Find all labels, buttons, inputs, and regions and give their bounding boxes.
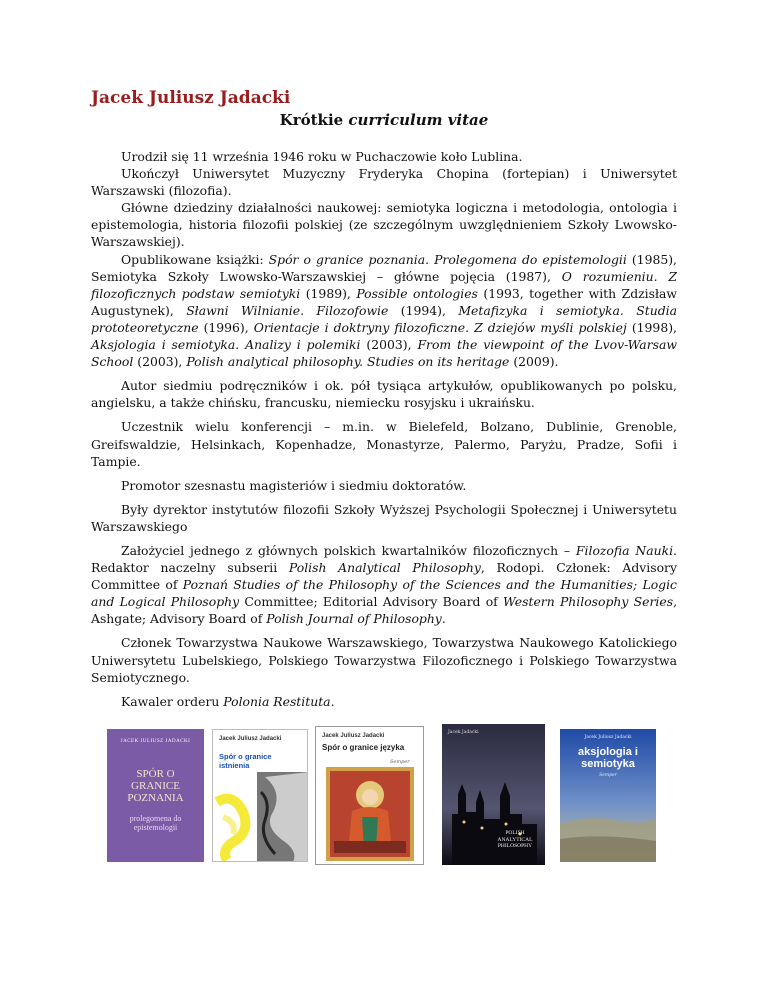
text-run: Kawaler orderu	[121, 693, 224, 709]
text-run: , Ashgate; Advisory Board of	[91, 594, 678, 627]
italic-title: Poznań Studies of the Philosophy of the Sciences and the Humanities; Logic and Logical Philosophy	[91, 577, 677, 610]
text-run: Były dyrektor instytutów filozofii Szkoły Wyższej Psychologii Społecznej i Uniwersytetu Warszawskiego	[91, 501, 677, 534]
cv-paragraph	[91, 165, 677, 199]
text-run: Opublikowane książki:	[121, 251, 269, 267]
book-cover-5	[560, 729, 656, 862]
italic-title: From the viewpoint of the Lvov-Warsaw School	[91, 337, 677, 370]
text-run: .	[330, 693, 335, 709]
italic-title: Western Philosophy Series	[503, 594, 674, 610]
text-run: Promotor szesnastu magisteriów i siedmiu doktoratów.	[121, 477, 467, 493]
cv-paragraph	[91, 693, 677, 710]
cover-1-author: JACEK JULIUSZ JADACKI	[120, 739, 191, 744]
cover-3-publisher: Semper	[390, 759, 410, 765]
italic-title: Spór o granice poznania. Prolegomena do epistemologii	[268, 251, 627, 267]
text-run: Committee; Editorial Advisory Board of	[239, 594, 504, 610]
cover-1-title: SPÓR O GRANICE POZNANIA	[127, 768, 184, 804]
text-run: Założyciel jednego z głównych polskich kwartalników filozoficznych –	[121, 542, 576, 558]
cover-2-artwork	[213, 772, 308, 862]
subtitle-prefix: Krótkie	[279, 111, 344, 129]
cv-paragraph	[91, 251, 677, 371]
document-subtitle	[0, 111, 768, 129]
text-run: Autor siedmiu podręczników i ok. pół tysiąca artykułów, opublikowanych po polsku, angielsku, a także chińsku, francusku, niemiecku rosyjsku i ukraińsku.	[91, 378, 677, 411]
cv-paragraph	[91, 148, 677, 165]
cover-3-artwork	[326, 767, 414, 861]
cover-1-subtitle: prolegomena do epistemologii	[129, 814, 182, 832]
text-run: Członek Towarzystwa Naukowe Warszawskiego, Towarzystwa Naukowego Katolickiego Uniwersytetu Lubelskiego, Polskiego Towarzystwa Filozoficznego i Polskiego Towarzystwa Semiotycznego.	[91, 635, 677, 685]
italic-title: Sławni Wilnianie. Filozofowie	[186, 302, 389, 318]
text-run: Urodził się 11 września 1946 roku w Puchaczowie koło Lublina.	[121, 149, 523, 164]
italic-title: Polish analytical philosophy. Studies on its heritage	[186, 354, 510, 370]
subtitle-italic: curriculum vitae	[348, 111, 489, 129]
cv-paragraph	[91, 199, 677, 250]
book-cover-1	[107, 729, 204, 862]
italic-title: Orientacje i doktryny filozoficzne. Z dziejów myśli polskiej	[253, 319, 627, 335]
author-name: Jacek Juliusz Jadacki	[91, 88, 291, 108]
book-covers	[0, 726, 768, 866]
text-run: Główne dziedziny działalności naukowej: semiotyka logiczna i metodologia, ontologia i epistemologia, historia filozofii polskiej (ze szczególnym uwzględnieniem Szkoły Lwowsko-Warszawskiej).	[91, 200, 677, 250]
cv-paragraph	[91, 634, 677, 685]
text-run: (1994),	[388, 302, 459, 318]
italic-title: Polonia Restituta	[223, 693, 331, 709]
italic-title: O rozumieniu. Z filozoficznych podstaw semiotyki	[91, 268, 678, 301]
cv-paragraph	[91, 377, 677, 411]
cover-5-author: Jacek Juliusz Jadacki	[584, 735, 632, 740]
cover-3-title: Spór o granice języka	[322, 743, 405, 752]
book-cover-3	[315, 726, 424, 865]
cv-body	[91, 148, 677, 710]
italic-title: Metafizyka i semiotyka. Studia prototeoretyczne	[91, 302, 677, 335]
italic-title: Polish Journal of Philosophy	[266, 611, 442, 627]
book-cover-4	[442, 724, 545, 865]
text-run: . Redaktor naczelny subserii	[91, 542, 677, 576]
text-run: (2009).	[509, 354, 559, 370]
text-run: (1993, together with Zdzisław Augustynek),	[91, 285, 677, 318]
cv-paragraph	[91, 501, 677, 535]
cv-paragraph	[91, 542, 677, 627]
text-run: (1989),	[300, 285, 357, 301]
cover-2-title: Spór o granice istnienia	[219, 752, 272, 770]
italic-title: Possible ontologies	[356, 285, 478, 301]
cover-2-author: Jacek Juliusz Jadacki	[219, 736, 282, 742]
cover-4-author: Jacek Jadacki	[448, 730, 479, 735]
text-run: .	[441, 611, 446, 627]
text-run: (2003),	[133, 354, 187, 370]
cover-3-author: Jacek Juliusz Jadacki	[322, 733, 385, 739]
text-run: (1985), Semiotyka Szkoły Lwowsko-Warszawskiej – główne pojęcia (1987),	[91, 251, 677, 284]
cv-paragraph	[91, 477, 677, 494]
cv-paragraph	[91, 418, 677, 469]
italic-title: Aksjologia i semiotyka. Analizy i polemiki	[91, 337, 361, 353]
book-cover-2	[212, 729, 308, 862]
italic-title: Polish Analytical Philosophy	[288, 560, 481, 576]
text-run: (1998),	[626, 319, 677, 335]
text-run: (1996),	[198, 319, 254, 335]
text-run: Uczestnik wielu konferencji – m.in. w Bielefeld, Bolzano, Dublinie, Grenoble, Greifswaldzie, Helsinkach, Kopenhadze, Monastyrze, Palermo, Paryżu, Pradze, Sofii i Tampie.	[91, 419, 677, 469]
text-run: (2003),	[360, 337, 418, 353]
text-run: , Rodopi. Członek: Advisory Committee of	[91, 560, 677, 593]
cover-5-publisher: Semper	[599, 773, 617, 778]
italic-title: Filozofia Nauki	[575, 542, 674, 558]
cover-5-title: aksjologia i semiotyka	[578, 746, 638, 770]
cover-4-title: POLISH ANALYTICAL PHILOSOPHY	[497, 830, 533, 849]
text-run: Ukończył Uniwersytet Muzyczny Fryderyka Chopina (fortepian) i Uniwersytet Warszawski (filozofia).	[91, 166, 677, 199]
